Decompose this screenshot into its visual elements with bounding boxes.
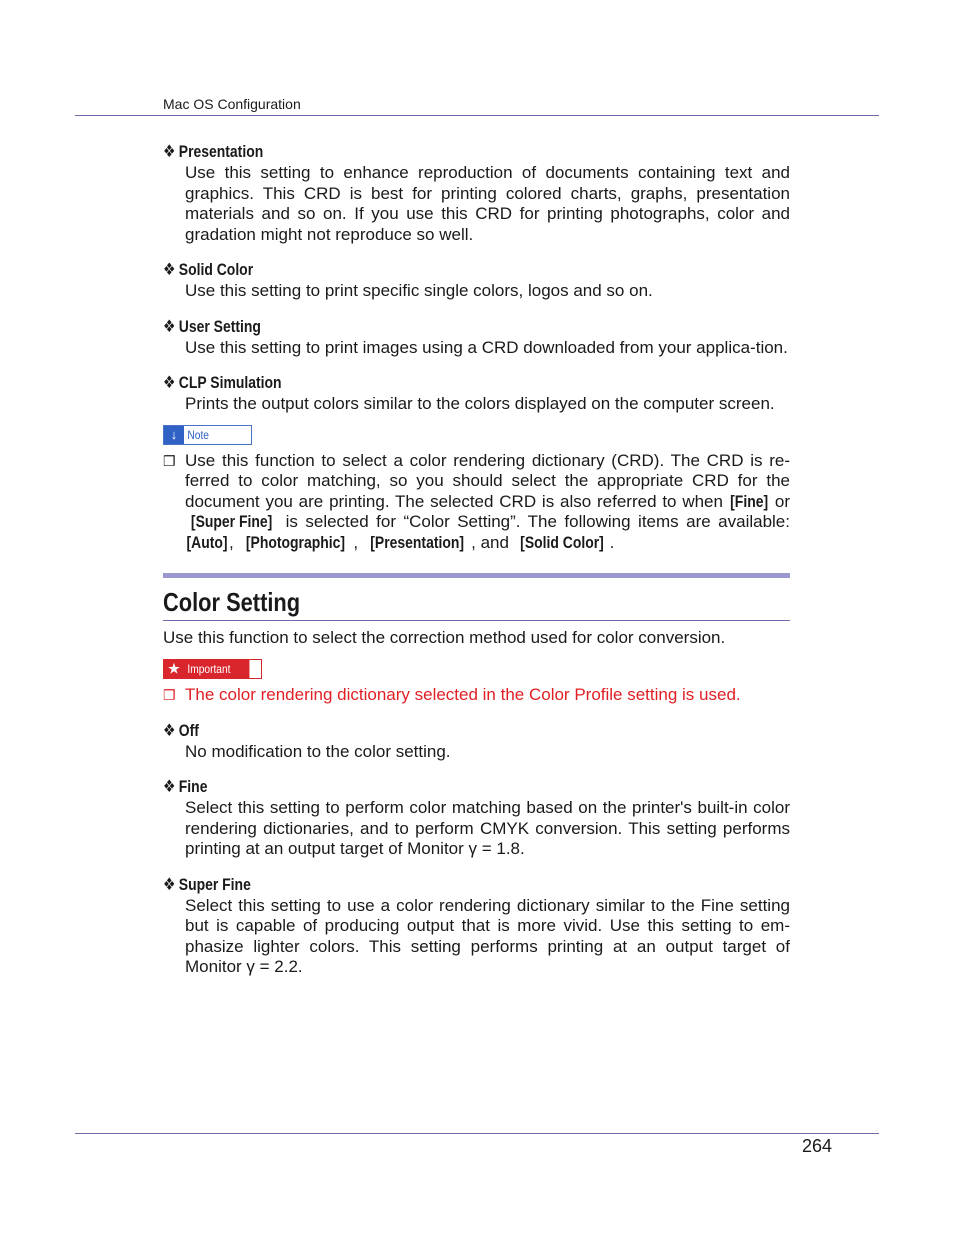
- item-title: ❖ Super Fine: [163, 874, 251, 894]
- list-item: [163, 316, 790, 359]
- list-item: [163, 141, 790, 245]
- list-item: [163, 776, 790, 860]
- item-body: Use this setting to enhance reproduction of documents containing text and graphics. This CRD is best for printing colored charts, graphs, presentation materials and so on. If you use this CRD for printing photographs, color and gradation might not reproduce so well.: [185, 163, 790, 244]
- item-title: ❖ Fine: [163, 777, 208, 796]
- section-bar: [163, 573, 790, 578]
- item-body: Use this setting to print specific single colors, logos and so on.: [185, 281, 653, 300]
- item-title: ❖ Off: [163, 720, 199, 740]
- header-rule: [75, 115, 879, 116]
- item-body: Prints the output colors similar to the colors displayed on the computer screen.: [185, 394, 775, 413]
- page-number: 264: [802, 1136, 833, 1156]
- diamond-bullet-icon: ❖: [163, 720, 176, 740]
- diamond-bullet-icon: ❖: [163, 874, 176, 894]
- section-intro: Use this function to select the correction method used for color conversion.: [163, 628, 726, 647]
- item-body: Select this setting to use a color rendering dictionary similar to the Fine setting but is capable of producing output that is more vivid. Use this setting to em-phasize lighter colors. This setting performs printing at an output target of Monitor γ = 2.2.: [185, 895, 790, 976]
- page-content: [163, 141, 790, 992]
- checkbox-icon: ❒: [163, 687, 176, 703]
- important-paragraph: [163, 685, 790, 706]
- list-item: [163, 259, 790, 302]
- note-label: Note: [187, 427, 209, 442]
- list-item: [163, 720, 790, 763]
- item-body: Use this setting to print images using a CRD downloaded from your applica-tion.: [185, 337, 788, 357]
- item-title: ❖ CLP Simulation: [163, 373, 282, 392]
- section-rule: [163, 620, 790, 621]
- note-badge: [163, 425, 252, 445]
- item-title: ❖ Solid Color: [163, 260, 254, 279]
- diamond-bullet-icon: ❖: [163, 260, 176, 279]
- item-title: ❖ Presentation: [163, 142, 264, 161]
- list-item: [163, 874, 790, 978]
- footer-rule: [75, 1133, 879, 1134]
- diamond-bullet-icon: ❖: [163, 777, 176, 796]
- item-title: ❖ User Setting: [163, 316, 261, 336]
- checkbox-icon: ❒: [163, 452, 176, 469]
- diamond-bullet-icon: ❖: [163, 373, 176, 392]
- list-item: [163, 372, 790, 415]
- item-body: Select this setting to perform color matching based on the printer's built-in color rendering dictionaries, and to perform CMYK conversion. This setting performs printing at an output target of Monitor γ = 1.8.: [185, 798, 790, 858]
- section-title: Color Setting: [163, 587, 301, 617]
- down-arrow-icon: ↓: [164, 426, 184, 444]
- diamond-bullet-icon: ❖: [163, 316, 176, 336]
- important-badge: [163, 659, 262, 679]
- note-paragraph: [163, 451, 790, 554]
- diamond-bullet-icon: ❖: [163, 142, 176, 161]
- note-text: Use this function to select a color rendering dictionary (CRD). The CRD is re-ferred to color matching, so you should select the appropriate CRD for the document you are printing. The selected CRD is also referred to when [Fine] or [Super Fine] is selected for “Color Setting”. The following items are available: [Auto], [Photographic] , [Presentation] , and [Solid Color] .: [185, 450, 790, 552]
- important-label: Important: [184, 660, 249, 678]
- star-icon: ★: [164, 660, 184, 678]
- important-text: The color rendering dictionary selected in the Color Profile setting is used.: [185, 685, 741, 704]
- running-header: Mac OS Configuration: [163, 96, 301, 112]
- item-body: No modification to the color setting.: [185, 741, 451, 761]
